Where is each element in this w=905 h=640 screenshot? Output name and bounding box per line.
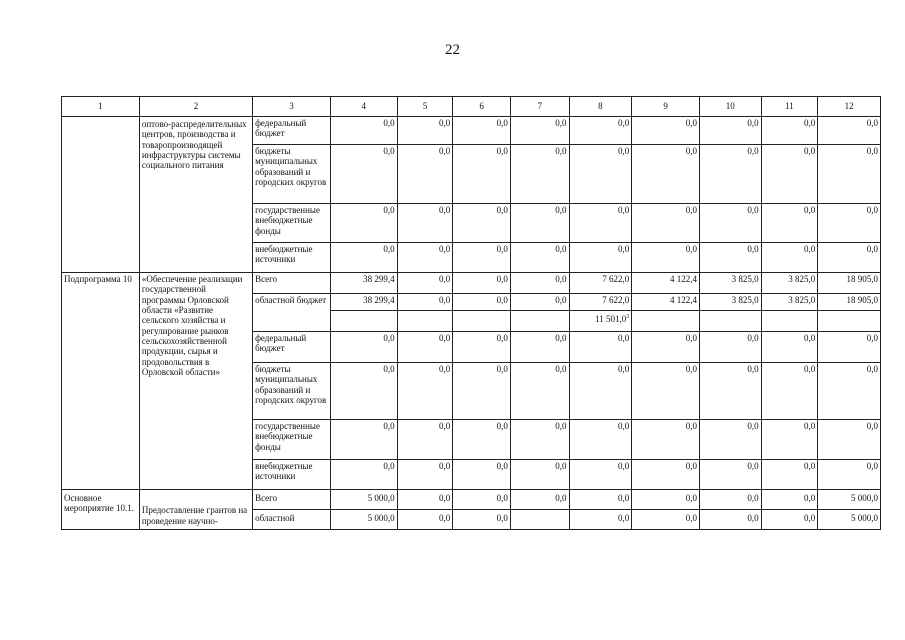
value-cell: 0,0: [699, 332, 761, 363]
program-description: оптово-распределительных центров, производства и товаропроизводящей инфраструктуры системы социального питания: [139, 117, 252, 273]
value-cell: 0,0: [330, 117, 397, 145]
value-cell: 38 299,4: [330, 294, 397, 311]
program-name-cell: [62, 117, 140, 273]
value-cell: 0,0: [397, 273, 453, 294]
header-cell: 9: [632, 97, 700, 117]
value-cell: 0,0: [453, 420, 511, 460]
value-cell: [453, 311, 511, 332]
value-cell: [569, 311, 632, 332]
value-cell: 0,0: [510, 117, 569, 145]
table-row: [62, 117, 881, 145]
value-cell: 0,0: [818, 363, 881, 420]
table-row: [62, 273, 881, 294]
value-cell: 0,0: [510, 243, 569, 273]
value-cell: 0,0: [397, 363, 453, 420]
value-cell: 0,0: [818, 332, 881, 363]
funding-source-label: внебюджетные источники: [253, 243, 331, 273]
value-cell: 0,0: [453, 204, 511, 243]
header-cell: 12: [818, 97, 881, 117]
value-cell: 0,0: [569, 332, 632, 363]
value-cell: 5 000,0: [330, 490, 397, 510]
value-cell: 0,0: [330, 332, 397, 363]
value-cell: 0,0: [818, 145, 881, 204]
value-cell: 3 825,0: [699, 294, 761, 311]
value-cell: 0,0: [632, 243, 700, 273]
funding-source-label: Всего: [253, 273, 331, 294]
value-cell: 3 825,0: [761, 273, 818, 294]
value-cell: 0,0: [510, 460, 569, 490]
value-cell: 0,0: [510, 273, 569, 294]
value-cell: 0,0: [632, 145, 700, 204]
funding-source-label: государственные внебюджетные фонды: [253, 420, 331, 460]
value-cell: 0,0: [569, 145, 632, 204]
value-cell: 0,0: [818, 204, 881, 243]
header-cell: 2: [139, 97, 252, 117]
value-cell: 0,0: [397, 510, 453, 530]
value-cell: 0,0: [397, 420, 453, 460]
header-cell: 4: [330, 97, 397, 117]
value-cell: 0,0: [761, 420, 818, 460]
value-cell: 7 622,0: [569, 294, 632, 311]
value-cell: 5 000,0: [330, 510, 397, 530]
funding-source-label: федеральный бюджет: [253, 332, 331, 363]
subprogram-name: Подпрограмма 10: [62, 273, 140, 490]
value-cell: 0,0: [330, 460, 397, 490]
value-cell: 18 905,0: [818, 294, 881, 311]
value-cell: 0,0: [330, 420, 397, 460]
value-cell: 0,0: [761, 490, 818, 510]
value-cell: 0,0: [699, 420, 761, 460]
value-cell: 0,0: [569, 243, 632, 273]
value-cell: 0,0: [330, 363, 397, 420]
value-cell: 0,0: [632, 420, 700, 460]
header-cell: 11: [761, 97, 818, 117]
header-cell: 5: [397, 97, 453, 117]
value-cell: 0,0: [761, 510, 818, 530]
value-cell: 0,0: [699, 117, 761, 145]
value-cell: 0,0: [699, 363, 761, 420]
header-cell: 8: [569, 97, 632, 117]
value-cell: 0,0: [761, 204, 818, 243]
value-cell: 0,0: [569, 510, 632, 530]
value-cell: 0,0: [397, 243, 453, 273]
value-cell: 0,0: [453, 145, 511, 204]
value-cell: 0,0: [510, 294, 569, 311]
value-cell: 0,0: [330, 204, 397, 243]
subprogram-description: «Обеспечение реализации государственной программы Орловской области «Развитие сельского хозяйства и регулирование рынков сельскохозяйственной продукции, сырья и продовольствия в Орловской области»: [139, 273, 252, 490]
value-cell: 0,0: [510, 204, 569, 243]
value-cell: [818, 311, 881, 332]
value-cell: 0,0: [761, 460, 818, 490]
value-cell: 0,0: [453, 332, 511, 363]
value-cell: 0,0: [699, 510, 761, 530]
value-cell: 0,0: [818, 117, 881, 145]
page-number: 22: [445, 42, 460, 58]
value-cell: 0,0: [453, 510, 511, 530]
value-cell: 0,0: [632, 363, 700, 420]
value-cell: 0,0: [569, 117, 632, 145]
value-cell: 0,0: [569, 363, 632, 420]
value-cell: 4 122,4: [632, 294, 700, 311]
value-cell: 0,0: [632, 460, 700, 490]
header-cell: 10: [699, 97, 761, 117]
value-cell: 0,0: [761, 243, 818, 273]
value-cell: 4 122,4: [632, 273, 700, 294]
value-cell: [397, 311, 453, 332]
value-cell: 0,0: [453, 490, 511, 510]
funding-source-label: Всего: [253, 490, 331, 510]
value-cell: 0,0: [397, 145, 453, 204]
funding-source-label: бюджеты муниципальных образований и городских округов: [253, 363, 331, 420]
value-cell: 18 905,0: [818, 273, 881, 294]
value-cell: 0,0: [818, 420, 881, 460]
funding-source-label: бюджеты муниципальных образований и городских округов: [253, 145, 331, 204]
value-cell: 0,0: [453, 273, 511, 294]
value-cell: 7 622,0: [569, 273, 632, 294]
header-row: [62, 97, 881, 117]
value-cell: 0,0: [453, 243, 511, 273]
value-cell: 0,0: [397, 294, 453, 311]
value-cell: 0,0: [761, 117, 818, 145]
value-cell: 0,0: [632, 510, 700, 530]
value-cell: 0,0: [699, 243, 761, 273]
value-cell: 3 825,0: [761, 294, 818, 311]
value-cell: 0,0: [761, 332, 818, 363]
value-cell: 0,0: [453, 460, 511, 490]
value-cell: 0,0: [699, 460, 761, 490]
value-cell: 5 000,0: [818, 510, 881, 530]
value-cell: 0,0: [397, 204, 453, 243]
footnote-mark: 3: [626, 314, 630, 320]
funding-source-label: областной бюджет: [253, 294, 331, 332]
value-cell: [510, 510, 569, 530]
value-cell: 0,0: [510, 420, 569, 460]
value-cell: 0,0: [699, 145, 761, 204]
value-cell: 0,0: [632, 332, 700, 363]
value-cell: 0,0: [569, 460, 632, 490]
value-cell: 0,0: [761, 363, 818, 420]
funding-source-label: федеральный бюджет: [253, 117, 331, 145]
value-cell: 0,0: [510, 490, 569, 510]
header-cell: 1: [62, 97, 140, 117]
value-cell: 0,0: [397, 490, 453, 510]
value-cell: 0,0: [632, 204, 700, 243]
value-cell: 0,0: [569, 490, 632, 510]
value-cell: 0,0: [699, 204, 761, 243]
value-cell: 0,0: [699, 490, 761, 510]
value-cell: 0,0: [818, 243, 881, 273]
value-cell: 0,0: [510, 332, 569, 363]
value-cell: 0,0: [453, 363, 511, 420]
funding-source-label: государственные внебюджетные фонды: [253, 204, 331, 243]
value-cell: 0,0: [330, 243, 397, 273]
value-cell: 0,0: [569, 204, 632, 243]
value-cell: [330, 311, 397, 332]
value-cell: 3 825,0: [699, 273, 761, 294]
value-cell: 0,0: [632, 490, 700, 510]
value-cell: [699, 311, 761, 332]
value-cell: [510, 311, 569, 332]
value-cell: 0,0: [569, 420, 632, 460]
extra-value: 11 501,0: [595, 314, 627, 324]
measure-name: Основное мероприятие 10.1.: [62, 490, 140, 530]
header-cell: 3: [253, 97, 331, 117]
funding-source-label: внебюджетные источники: [253, 460, 331, 490]
value-cell: 0,0: [397, 117, 453, 145]
value-cell: 0,0: [453, 294, 511, 311]
value-cell: 0,0: [761, 145, 818, 204]
header-cell: 6: [453, 97, 511, 117]
value-cell: 38 299,4: [330, 273, 397, 294]
value-cell: 0,0: [510, 145, 569, 204]
value-cell: 0,0: [632, 117, 700, 145]
measure-description: Предоставление грантов на проведение научно-: [139, 490, 252, 530]
value-cell: [761, 311, 818, 332]
value-cell: 0,0: [397, 332, 453, 363]
value-cell: 0,0: [397, 460, 453, 490]
value-cell: 0,0: [510, 363, 569, 420]
value-cell: 0,0: [330, 145, 397, 204]
funding-source-label: областной: [253, 510, 331, 530]
value-cell: [632, 311, 700, 332]
table-row: [62, 490, 881, 510]
value-cell: 0,0: [453, 117, 511, 145]
budget-table: [61, 96, 881, 530]
value-cell: 0,0: [818, 460, 881, 490]
value-cell: 5 000,0: [818, 490, 881, 510]
header-cell: 7: [510, 97, 569, 117]
